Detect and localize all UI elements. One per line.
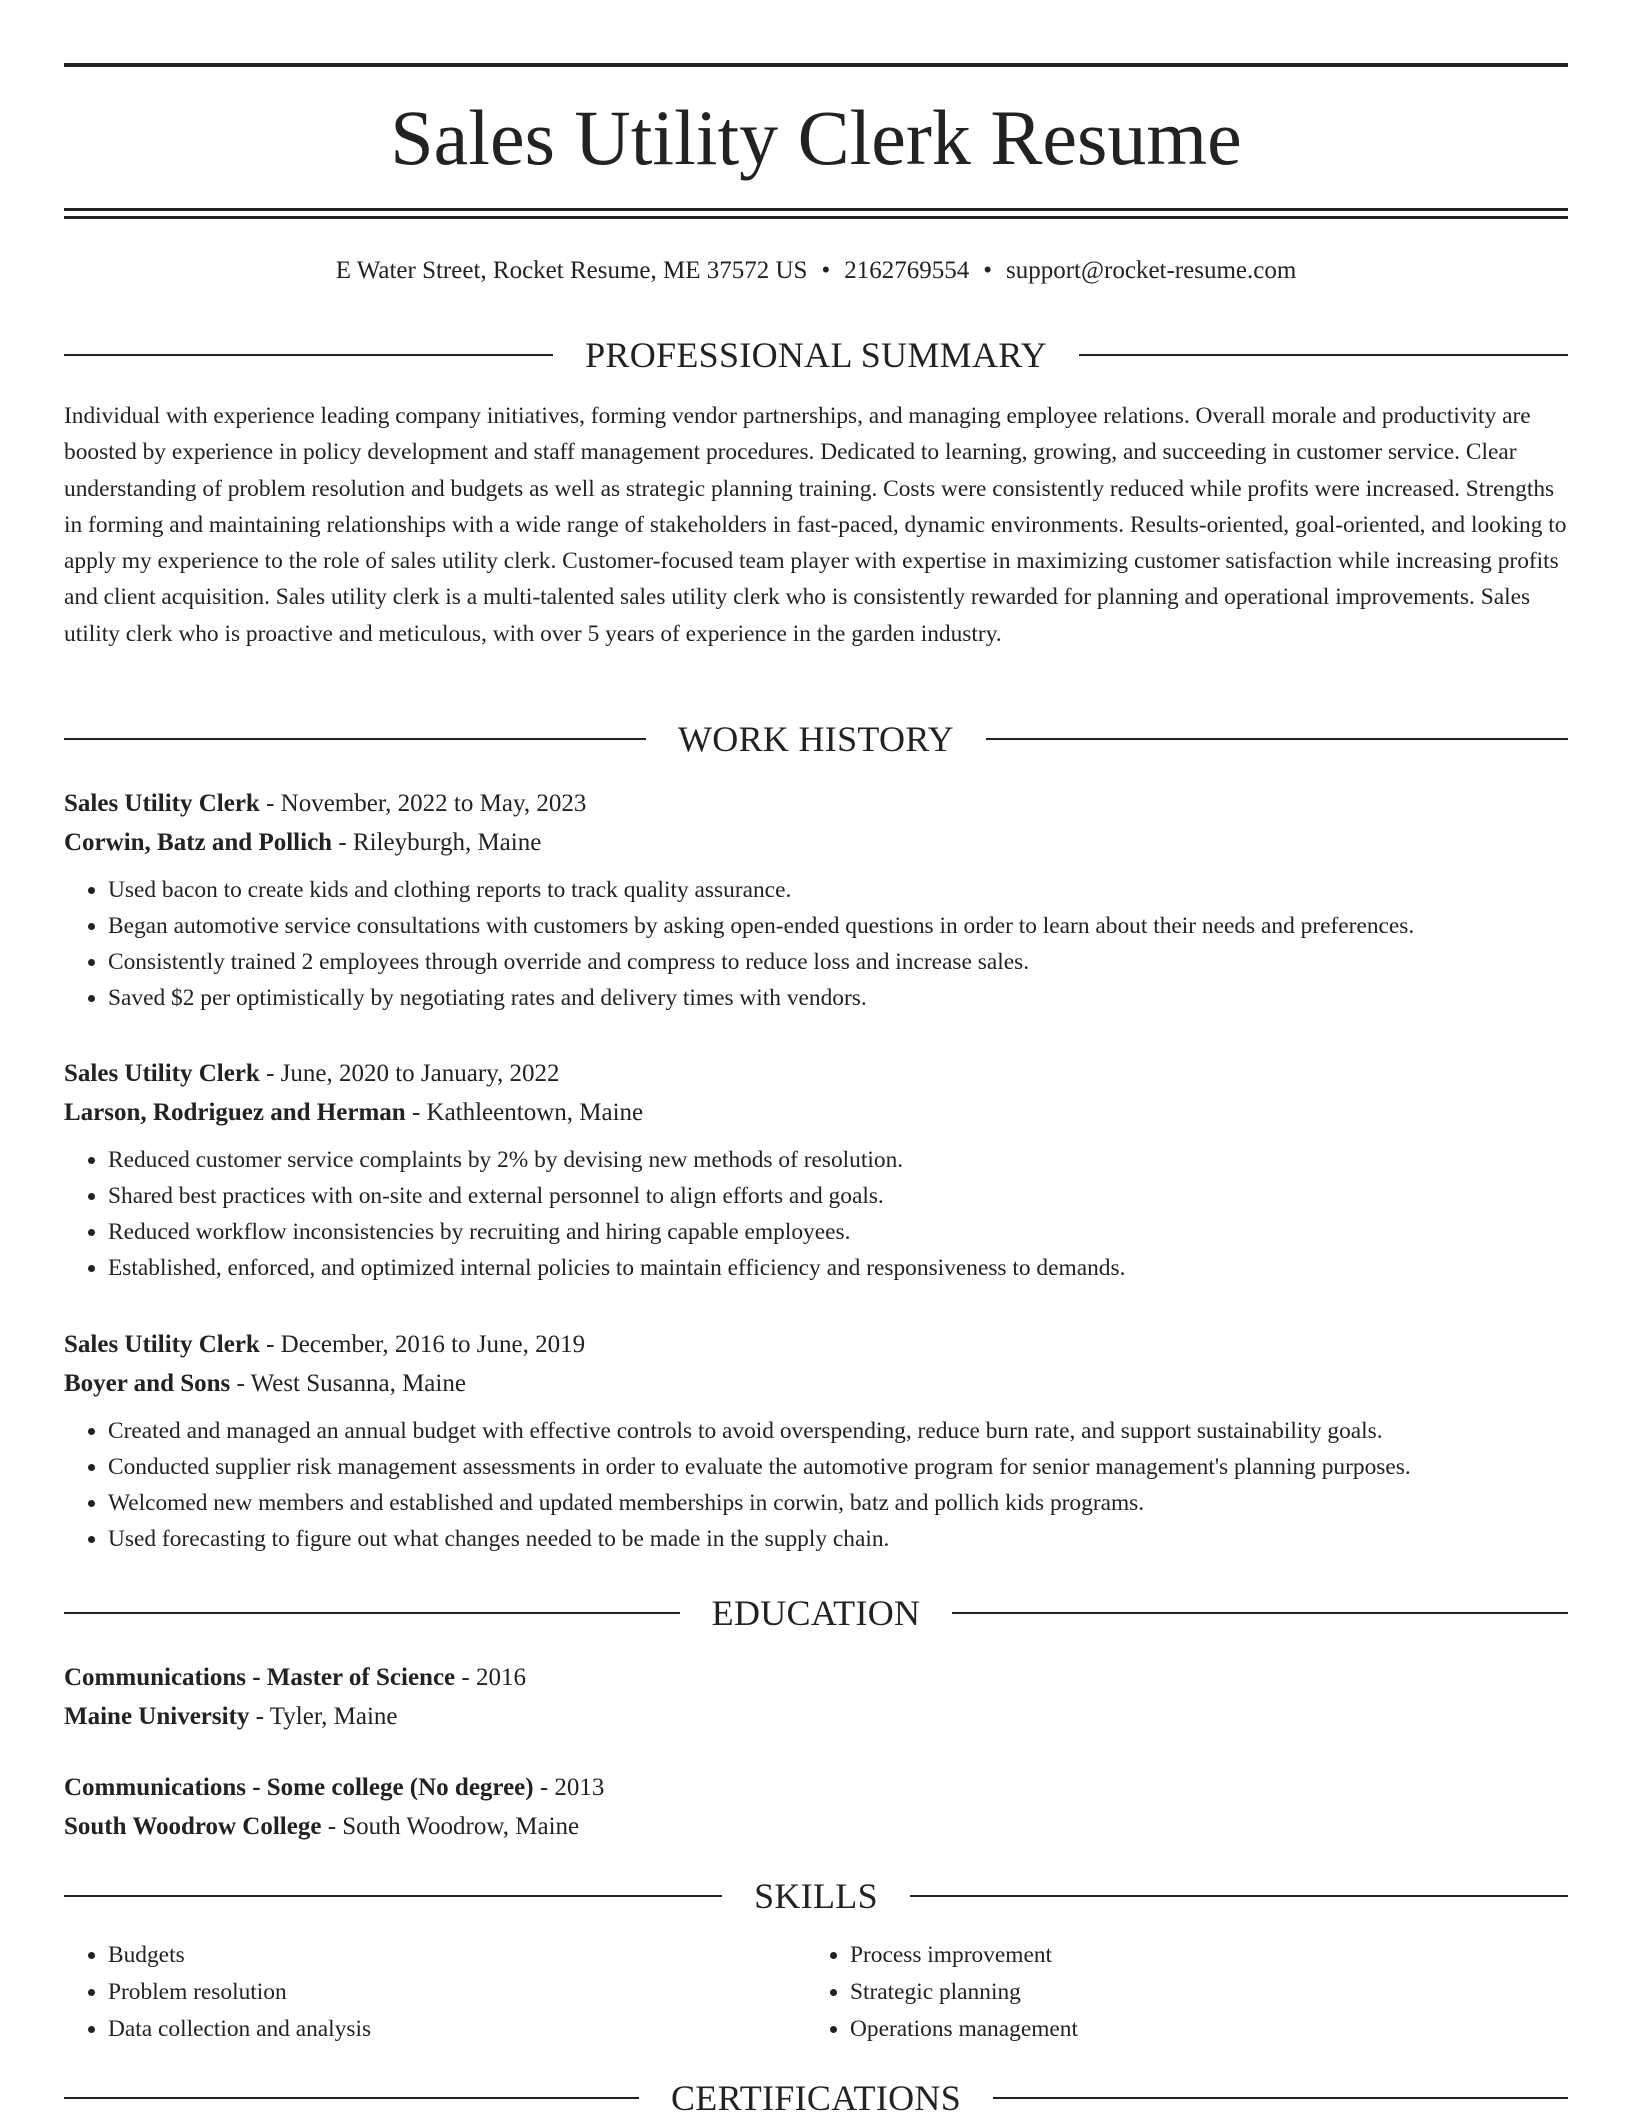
skill-item: • Process improvement [850, 1937, 1548, 1974]
job-dates: - June, 2020 to January, 2022 [259, 1060, 560, 1087]
section-title: SKILLS [754, 1876, 878, 1916]
list-item: • Conducted supplier risk management assessments in order to evaluate the automotive program for senior management's planning purposes. [108, 1449, 1568, 1485]
job-company: Corwin, Batz and Pollich [64, 829, 333, 856]
contact-address: E Water Street, Rocket Resume, ME 37572 US [335, 257, 808, 284]
contact-phone: 2162769554 [844, 257, 970, 284]
education-degree-line [64, 1658, 1568, 1697]
job-entry [64, 1054, 1568, 1286]
education-location: - South Woodrow, Maine [321, 1813, 580, 1840]
list-item: • Saved $2 per optimistically by negotiating rates and delivery times with vendors. [108, 980, 1568, 1016]
job-company: Boyer and Sons [64, 1370, 231, 1397]
section-title: PROFESSIONAL SUMMARY [585, 335, 1047, 375]
title-double-rule-upper [64, 208, 1568, 211]
contact-separator: • [821, 257, 831, 284]
education-school-line [64, 1807, 1568, 1846]
section-header-summary [64, 332, 1568, 378]
education-school-line [64, 1697, 1568, 1736]
job-dates: - December, 2016 to June, 2019 [259, 1331, 586, 1358]
job-title: Sales Utility Clerk [64, 1060, 260, 1087]
job-company-line [64, 1093, 1568, 1132]
summary-text: Individual with experience leading company initiatives, forming vendor partnerships, and managing employee relations. Overall morale and productivity are boosted by experience in policy development and staff management procedures. Dedicated to learning, growing, and succeeding in customer service. Clear understanding of problem resolution and budgets as well as strategic planning training. Costs were consistently reduced while profits were increased. Strengths in forming and maintaining relationships with a wide range of stakeholders in fast-paced, dynamic environments. Results-oriented, goal-oriented, and looking to apply my experience to the role of sales utility clerk. Customer-focused team player with expertise in maximizing customer satisfaction while increasing profits and client acquisition. Sales utility clerk is a multi-talented sales utility clerk who is consistently rewarded for planning and operational improvements. Sales utility clerk who is proactive and meticulous, with over 5 years of experience in the garden industry. [64, 403, 1567, 647]
skills-grid [64, 1937, 1568, 2048]
skill-item: • Strategic planning [850, 1974, 1548, 2011]
list-item: • Began automotive service consultations with customers by asking open-ended questions in order to learn about their needs and preferences. [108, 908, 1568, 944]
job-bullets [64, 872, 1568, 1016]
job-bullets [64, 1142, 1568, 1286]
list-item: • Shared best practices with on-site and external personnel to align efforts and goals. [108, 1178, 1568, 1214]
job-entry [64, 1325, 1568, 1557]
job-dates: - November, 2022 to May, 2023 [259, 790, 587, 817]
list-item: • Created and managed an annual budget with effective controls to avoid overspending, reduce burn rate, and support sustainability goals. [108, 1413, 1568, 1449]
contact-email: support@rocket-resume.com [1006, 257, 1297, 284]
education-degree: Communications - Master of Science [64, 1664, 456, 1691]
section-header-work-history [64, 716, 1568, 762]
list-item: • Reduced workflow inconsistencies by recruiting and hiring capable employees. [108, 1214, 1568, 1250]
education-school: Maine University [64, 1703, 250, 1730]
job-location: - Kathleentown, Maine [405, 1099, 644, 1126]
job-company-line [64, 823, 1568, 862]
skill-item: • Budgets [108, 1937, 806, 1974]
education-entry [64, 1768, 1568, 1846]
list-item: • Used bacon to create kids and clothing reports to track quality assurance. [108, 872, 1568, 908]
job-bullets [64, 1413, 1568, 1557]
list-item: • Welcomed new members and established and updated memberships in corwin, batz and pollich kids programs. [108, 1485, 1568, 1521]
job-location: - West Susanna, Maine [230, 1370, 466, 1397]
job-title: Sales Utility Clerk [64, 1331, 260, 1358]
job-title-line [64, 1325, 1568, 1364]
job-company-line [64, 1364, 1568, 1403]
education-degree-line [64, 1768, 1568, 1807]
section-title: EDUCATION [711, 1593, 921, 1633]
list-item: • Established, enforced, and optimized internal policies to maintain efficiency and responsiveness to demands. [108, 1250, 1568, 1286]
skill-item: • Operations management [850, 2011, 1548, 2048]
page-title: Sales Utility Clerk Resume [390, 94, 1242, 181]
education-year: - 2013 [533, 1774, 605, 1801]
skills-column-left [64, 1937, 806, 2048]
job-title-line [64, 1054, 1568, 1093]
contact-separator: • [983, 257, 992, 284]
skill-item: • Problem resolution [108, 1974, 806, 2011]
skill-item: • Data collection and analysis [108, 2011, 806, 2048]
job-entry [64, 784, 1568, 1016]
top-rule [64, 63, 1568, 67]
section-title: CERTIFICATIONS [670, 2078, 962, 2118]
title-double-rule-lower [64, 216, 1568, 219]
education-school: South Woodrow College [64, 1813, 322, 1840]
list-item: • Consistently trained 2 employees through override and compress to reduce loss and increase sales. [108, 944, 1568, 980]
summary-block [64, 398, 1568, 652]
job-title-line [64, 784, 1568, 823]
contact-line [64, 254, 1568, 288]
section-title: WORK HISTORY [678, 719, 954, 759]
job-company: Larson, Rodriguez and Herman [64, 1099, 406, 1126]
education-year: - 2016 [455, 1664, 526, 1691]
section-header-education [64, 1590, 1568, 1636]
list-item: • Reduced customer service complaints by 2% by devising new methods of resolution. [108, 1142, 1568, 1178]
job-title: Sales Utility Clerk [64, 790, 260, 817]
section-header-skills [64, 1873, 1568, 1919]
job-location: - Rileyburgh, Maine [332, 829, 542, 856]
education-degree: Communications - Some college (No degree) [64, 1774, 534, 1801]
skills-column-right [806, 1937, 1548, 2048]
section-header-certifications [64, 2075, 1568, 2121]
list-item: • Used forecasting to figure out what changes needed to be made in the supply chain. [108, 1521, 1568, 1557]
education-location: - Tyler, Maine [249, 1703, 398, 1730]
education-entry [64, 1658, 1568, 1736]
